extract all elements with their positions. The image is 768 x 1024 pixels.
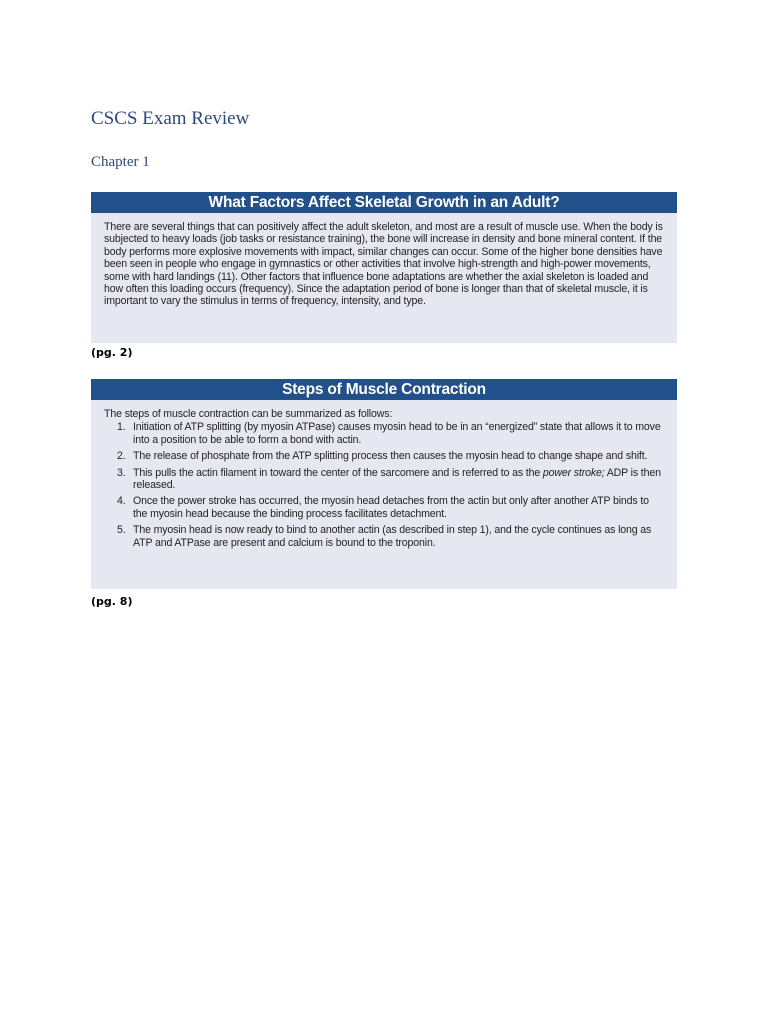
step-item [104,495,664,520]
skeletal-growth-box [91,192,677,343]
steps-intro: The steps of muscle contraction can be summarized as follows: [104,408,393,420]
chapter-heading: Chapter 1 [91,154,150,170]
muscle-contraction-box [91,379,677,589]
steps-list [104,421,664,549]
skeletal-growth-header: What Factors Affect Skeletal Growth in an Adult? [91,192,677,213]
step-text-after: ADP is then released. [133,466,661,492]
step-text: Initiation of ATP splitting (by myosin ATPase) causes myosin head to be in an “energized” state that allows it to move into a position to be able to form a bond with actin. [133,421,661,446]
page-reference-1: (pg. 2) [91,346,133,359]
step-number: 5. [117,524,126,537]
step-text: Once the power stroke has occurred, the myosin head detaches from the actin but only after another ATP binds to the myosin head because the binding process facilitates detachment. [133,495,649,520]
page-reference-2: (pg. 8) [91,595,133,608]
step-number: 1. [117,421,126,434]
step-text-before: This pulls the actin filament in toward the center of the sarcomere and is referred to as the [133,466,543,479]
skeletal-growth-body: There are several things that can positively affect the adult skeleton, and most are a result of muscle use. When the body is subjected to heavy loads (job tasks or resistance training), the bone will increase in density and bone mineral content. If the body performs more explosive movements with impact, similar changes can occur. Some of the higher bone densities have been seen in people who engage in gymnastics or other activities that involve high-strength and high-power movements, some with hard landings (11). Other factors that influence bone adaptations are whether the axial skeleton is loaded and how often this loading occurs (frequency). Since the adaptation period of bone is longer than that of skeletal muscle, it is important to vary the stimulus in terms of frequency, intensity, and type. [104,221,663,308]
step-text-italic: power stroke; [542,466,605,479]
step-item [104,421,664,446]
step-number: 3. [117,466,126,479]
step-number: 4. [117,495,126,508]
muscle-contraction-header: Steps of Muscle Contraction [91,379,677,400]
step-text: The release of phosphate from the ATP splitting process then causes the myosin head to change shape and shift. [133,450,648,463]
step-number: 2. [117,450,126,463]
step-item [104,524,664,549]
step-item [104,450,664,462]
step-item [104,467,664,492]
step-text: The myosin head is now ready to bind to another actin (as described in step 1), and the cycle continues as long as ATP and ATPase are present and calcium is bound to the troponin. [133,524,652,549]
muscle-contraction-body [91,400,677,562]
document-title: CSCS Exam Review [91,108,250,129]
